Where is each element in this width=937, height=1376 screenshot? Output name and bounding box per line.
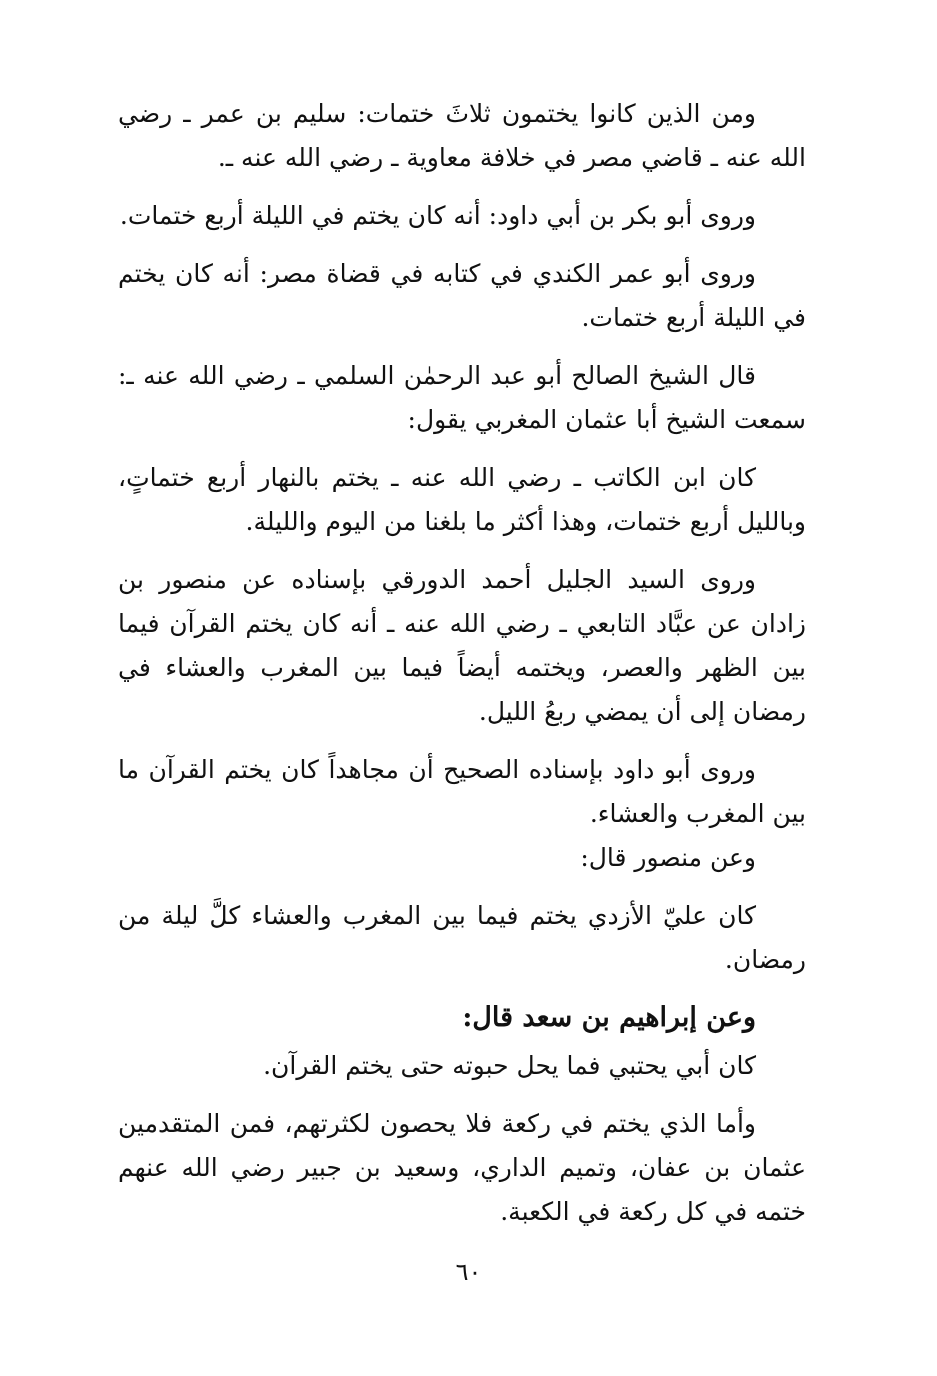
paragraph-8: وعن منصور قال: bbox=[580, 843, 756, 872]
section-heading: وعن إبراهيم بن سعد قال: bbox=[462, 1002, 756, 1033]
paragraph-3: وروى أبو عمر الكندي في كتابه في قضاة مصر: أنه كان يختم في الليلة أربع ختمات. bbox=[118, 259, 806, 332]
page-body bbox=[118, 92, 806, 1248]
paragraph-7: وروى أبو داود بإسناده الصحيح أن مجاهداً كان يختم القرآن ما بين المغرب والعشاء. bbox=[118, 755, 806, 828]
paragraph-4: قال الشيخ الصالح أبو عبد الرحمٰن السلمي ـ رضي الله عنه ـ: سمعت الشيخ أبا عثمان المغربي يقول: bbox=[118, 361, 806, 434]
paragraph-10: كان أبي يحتبي فما يحل حبوته حتى يختم القرآن. bbox=[263, 1051, 756, 1080]
paragraph-11: وأما الذي يختم في ركعة فلا يحصون لكثرتهم، فمن المتقدمين عثمان بن عفان، وتميم الداري، وسعيد بن جبير رضي الله عنهم ختمه في كل ركعة في الكعبة. bbox=[118, 1109, 806, 1226]
paragraph-6: وروى السيد الجليل أحمد الدورقي بإسناده عن منصور بن زادان عن عبَّاد التابعي ـ رضي الله عنه ـ أنه كان يختم القرآن فيما بين الظهر والعصر، ويختمه أيضاً فيما بين المغرب والعشاء في رمضان إلى أن يمضي ربعُ الليل. bbox=[118, 565, 806, 726]
paragraph-1: ومن الذين كانوا يختمون ثلاثَ ختمات: سليم بن عمر ـ رضي الله عنه ـ قاضي مصر في خلافة معاوية ـ رضي الله عنه ـ. bbox=[118, 99, 806, 172]
page-number: ٦٠ bbox=[455, 1258, 482, 1286]
paragraph-5: كان ابن الكاتب ـ رضي الله عنه ـ يختم بالنهار أربع ختماتٍ، وبالليل أربع ختمات، وهذا أكثر ما بلغنا من اليوم والليلة. bbox=[118, 463, 806, 536]
paragraph-2: وروى أبو بكر بن أبي داود: أنه كان يختم في الليلة أربع ختمات. bbox=[119, 201, 756, 230]
paragraph-9: كان عليّ الأزدي يختم فيما بين المغرب والعشاء كلَّ ليلة من رمضان. bbox=[118, 901, 806, 974]
